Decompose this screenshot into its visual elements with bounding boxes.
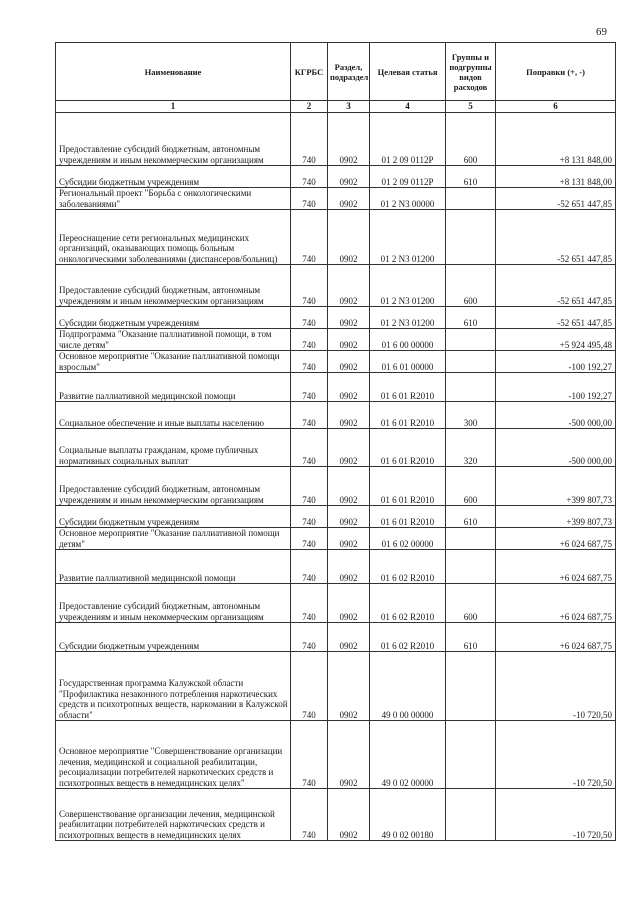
row-target: 01 6 01 R2010: [370, 373, 446, 402]
row-target: 01 6 01 R2010: [370, 506, 446, 528]
row-name: Предоставление субсидий бюджетным, автономным учреждениям и иным некоммерческим организациям: [56, 584, 291, 623]
header-kgrbs: КГРБС: [291, 43, 328, 101]
row-amount: +6 024 687,75: [496, 584, 616, 623]
row-group: [446, 188, 496, 210]
row-group: 600: [446, 265, 496, 307]
row-name: Основное мероприятие "Оказание паллиативной помощи детям": [56, 528, 291, 550]
row-section: 0902: [328, 188, 370, 210]
column-number: 3: [328, 101, 370, 113]
row-group: 610: [446, 307, 496, 329]
row-section: 0902: [328, 506, 370, 528]
row-section: 0902: [328, 550, 370, 584]
row-amount: -52 651 447,85: [496, 307, 616, 329]
page-number: 69: [596, 26, 607, 38]
row-name: Государственная программа Калужской области "Профилактика незаконного потребления наркотических средств и психотропных веществ, наркомании в Калужской области": [56, 652, 291, 721]
row-group: [446, 528, 496, 550]
table-row: [56, 402, 616, 429]
row-amount: +6 024 687,75: [496, 623, 616, 652]
row-section: 0902: [328, 210, 370, 265]
row-section: 0902: [328, 113, 370, 166]
column-number: 6: [496, 101, 616, 113]
row-group: 600: [446, 467, 496, 506]
row-target: 01 6 02 R2010: [370, 584, 446, 623]
row-amount: -10 720,50: [496, 721, 616, 789]
row-group: [446, 652, 496, 721]
row-section: 0902: [328, 789, 370, 841]
row-section: 0902: [328, 402, 370, 429]
table-row: [56, 721, 616, 789]
row-kgrbs: 740: [291, 166, 328, 188]
header-target: Целевая статья: [370, 43, 446, 101]
column-number: 5: [446, 101, 496, 113]
row-amount: +8 131 848,00: [496, 113, 616, 166]
table-row: [56, 429, 616, 467]
row-name: Субсидии бюджетным учреждениям: [56, 307, 291, 329]
row-target: 01 6 02 00000: [370, 528, 446, 550]
row-name: Региональный проект "Борьба с онкологическими заболеваниями": [56, 188, 291, 210]
row-kgrbs: 740: [291, 188, 328, 210]
row-name: Субсидии бюджетным учреждениям: [56, 623, 291, 652]
row-target: 01 2 N3 01200: [370, 210, 446, 265]
row-name: Предоставление субсидий бюджетным, автономным учреждениям и иным некоммерческим организациям: [56, 265, 291, 307]
row-name: Переоснащение сети региональных медицинских организаций, оказывающих помощь больным онкологическими заболеваниями (диспансеров/больниц): [56, 210, 291, 265]
table-row: [56, 373, 616, 402]
table-row: [56, 623, 616, 652]
row-section: 0902: [328, 652, 370, 721]
row-group: [446, 789, 496, 841]
table-row: [56, 467, 616, 506]
header-groups: Группы и подгруппы видов расходов: [446, 43, 496, 101]
row-kgrbs: 740: [291, 351, 328, 373]
column-number: 4: [370, 101, 446, 113]
row-section: 0902: [328, 528, 370, 550]
table-row: [56, 652, 616, 721]
row-amount: -52 651 447,85: [496, 265, 616, 307]
row-amount: -100 192,27: [496, 351, 616, 373]
row-group: 600: [446, 584, 496, 623]
row-kgrbs: 740: [291, 652, 328, 721]
row-section: 0902: [328, 467, 370, 506]
row-group: 610: [446, 623, 496, 652]
row-section: 0902: [328, 373, 370, 402]
row-group: [446, 721, 496, 789]
table-row: [56, 528, 616, 550]
row-name: Предоставление субсидий бюджетным, автономным учреждениям и иным некоммерческим организациям: [56, 113, 291, 166]
row-kgrbs: 740: [291, 528, 328, 550]
table-row: [56, 307, 616, 329]
row-amount: +6 024 687,75: [496, 528, 616, 550]
row-kgrbs: 740: [291, 307, 328, 329]
row-amount: +5 924 495,48: [496, 329, 616, 351]
table-row: [56, 265, 616, 307]
row-section: 0902: [328, 429, 370, 467]
row-amount: -52 651 447,85: [496, 188, 616, 210]
row-amount: -10 720,50: [496, 652, 616, 721]
row-kgrbs: 740: [291, 584, 328, 623]
row-target: 01 2 N3 01200: [370, 307, 446, 329]
row-kgrbs: 740: [291, 789, 328, 841]
row-group: 300: [446, 402, 496, 429]
column-number: 1: [56, 101, 291, 113]
row-target: 01 6 01 R2010: [370, 429, 446, 467]
row-name: Социальное обеспечение и иные выплаты населению: [56, 402, 291, 429]
row-name: Развитие паллиативной медицинской помощи: [56, 373, 291, 402]
row-target: 01 6 01 R2010: [370, 402, 446, 429]
row-group: [446, 550, 496, 584]
table-header-row: [56, 43, 616, 101]
table-row: [56, 210, 616, 265]
row-kgrbs: 740: [291, 402, 328, 429]
table-row: [56, 506, 616, 528]
table-row: [56, 789, 616, 841]
row-section: 0902: [328, 351, 370, 373]
row-target: 01 6 02 R2010: [370, 623, 446, 652]
column-number-row: [56, 101, 616, 113]
table-row: [56, 329, 616, 351]
row-name: Субсидии бюджетным учреждениям: [56, 166, 291, 188]
row-name: Предоставление субсидий бюджетным, автономным учреждениям и иным некоммерческим организациям: [56, 467, 291, 506]
row-target: 01 6 01 00000: [370, 351, 446, 373]
table-row: [56, 351, 616, 373]
row-group: [446, 373, 496, 402]
row-amount: +399 807,73: [496, 467, 616, 506]
row-amount: -100 192,27: [496, 373, 616, 402]
row-target: 01 6 00 00000: [370, 329, 446, 351]
row-group: 600: [446, 113, 496, 166]
row-target: 49 0 00 00000: [370, 652, 446, 721]
row-target: 01 2 N3 01200: [370, 265, 446, 307]
row-target: 49 0 02 00180: [370, 789, 446, 841]
row-kgrbs: 740: [291, 265, 328, 307]
row-section: 0902: [328, 166, 370, 188]
row-group: [446, 329, 496, 351]
row-name: Развитие паллиативной медицинской помощи: [56, 550, 291, 584]
row-target: 01 6 01 R2010: [370, 467, 446, 506]
row-kgrbs: 740: [291, 429, 328, 467]
row-amount: +8 131 848,00: [496, 166, 616, 188]
row-target: 01 2 09 0112Р: [370, 166, 446, 188]
row-kgrbs: 740: [291, 113, 328, 166]
row-section: 0902: [328, 721, 370, 789]
table-row: [56, 550, 616, 584]
row-group: 320: [446, 429, 496, 467]
row-name: Основное мероприятие "Оказание паллиативной помощи взрослым": [56, 351, 291, 373]
row-amount: -500 000,00: [496, 402, 616, 429]
row-kgrbs: 740: [291, 506, 328, 528]
row-group: [446, 351, 496, 373]
row-kgrbs: 740: [291, 329, 328, 351]
row-kgrbs: 740: [291, 623, 328, 652]
row-amount: -10 720,50: [496, 789, 616, 841]
row-section: 0902: [328, 329, 370, 351]
row-target: 01 2 09 0112Р: [370, 113, 446, 166]
column-number: 2: [291, 101, 328, 113]
header-amend: Поправки (+, -): [496, 43, 616, 101]
row-amount: -52 651 447,85: [496, 210, 616, 265]
row-amount: +399 807,73: [496, 506, 616, 528]
table-row: [56, 188, 616, 210]
row-kgrbs: 740: [291, 721, 328, 789]
row-section: 0902: [328, 623, 370, 652]
row-kgrbs: 740: [291, 550, 328, 584]
row-target: 49 0 02 00000: [370, 721, 446, 789]
row-section: 0902: [328, 307, 370, 329]
header-section: Раздел, подраздел: [328, 43, 370, 101]
row-kgrbs: 740: [291, 210, 328, 265]
row-group: [446, 210, 496, 265]
row-section: 0902: [328, 265, 370, 307]
row-kgrbs: 740: [291, 467, 328, 506]
row-name: Подпрограмма "Оказание паллиативной помощи, в том числе детям": [56, 329, 291, 351]
row-amount: -500 000,00: [496, 429, 616, 467]
row-target: 01 2 N3 00000: [370, 188, 446, 210]
row-kgrbs: 740: [291, 373, 328, 402]
row-target: 01 6 02 R2010: [370, 550, 446, 584]
table-row: [56, 584, 616, 623]
row-section: 0902: [328, 584, 370, 623]
row-name: Социальные выплаты гражданам, кроме публичных нормативных социальных выплат: [56, 429, 291, 467]
table-row: [56, 166, 616, 188]
row-name: Основное мероприятие "Совершенствование организации лечения, медицинской и социальной реабилитации, ресоциализации потребителей наркотических средств и психотропных веществ в немедицинских целях": [56, 721, 291, 789]
table-row: [56, 113, 616, 166]
row-name: Субсидии бюджетным учреждениям: [56, 506, 291, 528]
header-name: Наименование: [56, 43, 291, 101]
row-group: 610: [446, 166, 496, 188]
row-name: Совершенствование организации лечения, медицинской реабилитации потребителей наркотических средств и психотропных веществ в немедицинских целях: [56, 789, 291, 841]
budget-amendments-table: [55, 42, 616, 841]
row-amount: +6 024 687,75: [496, 550, 616, 584]
row-group: 610: [446, 506, 496, 528]
